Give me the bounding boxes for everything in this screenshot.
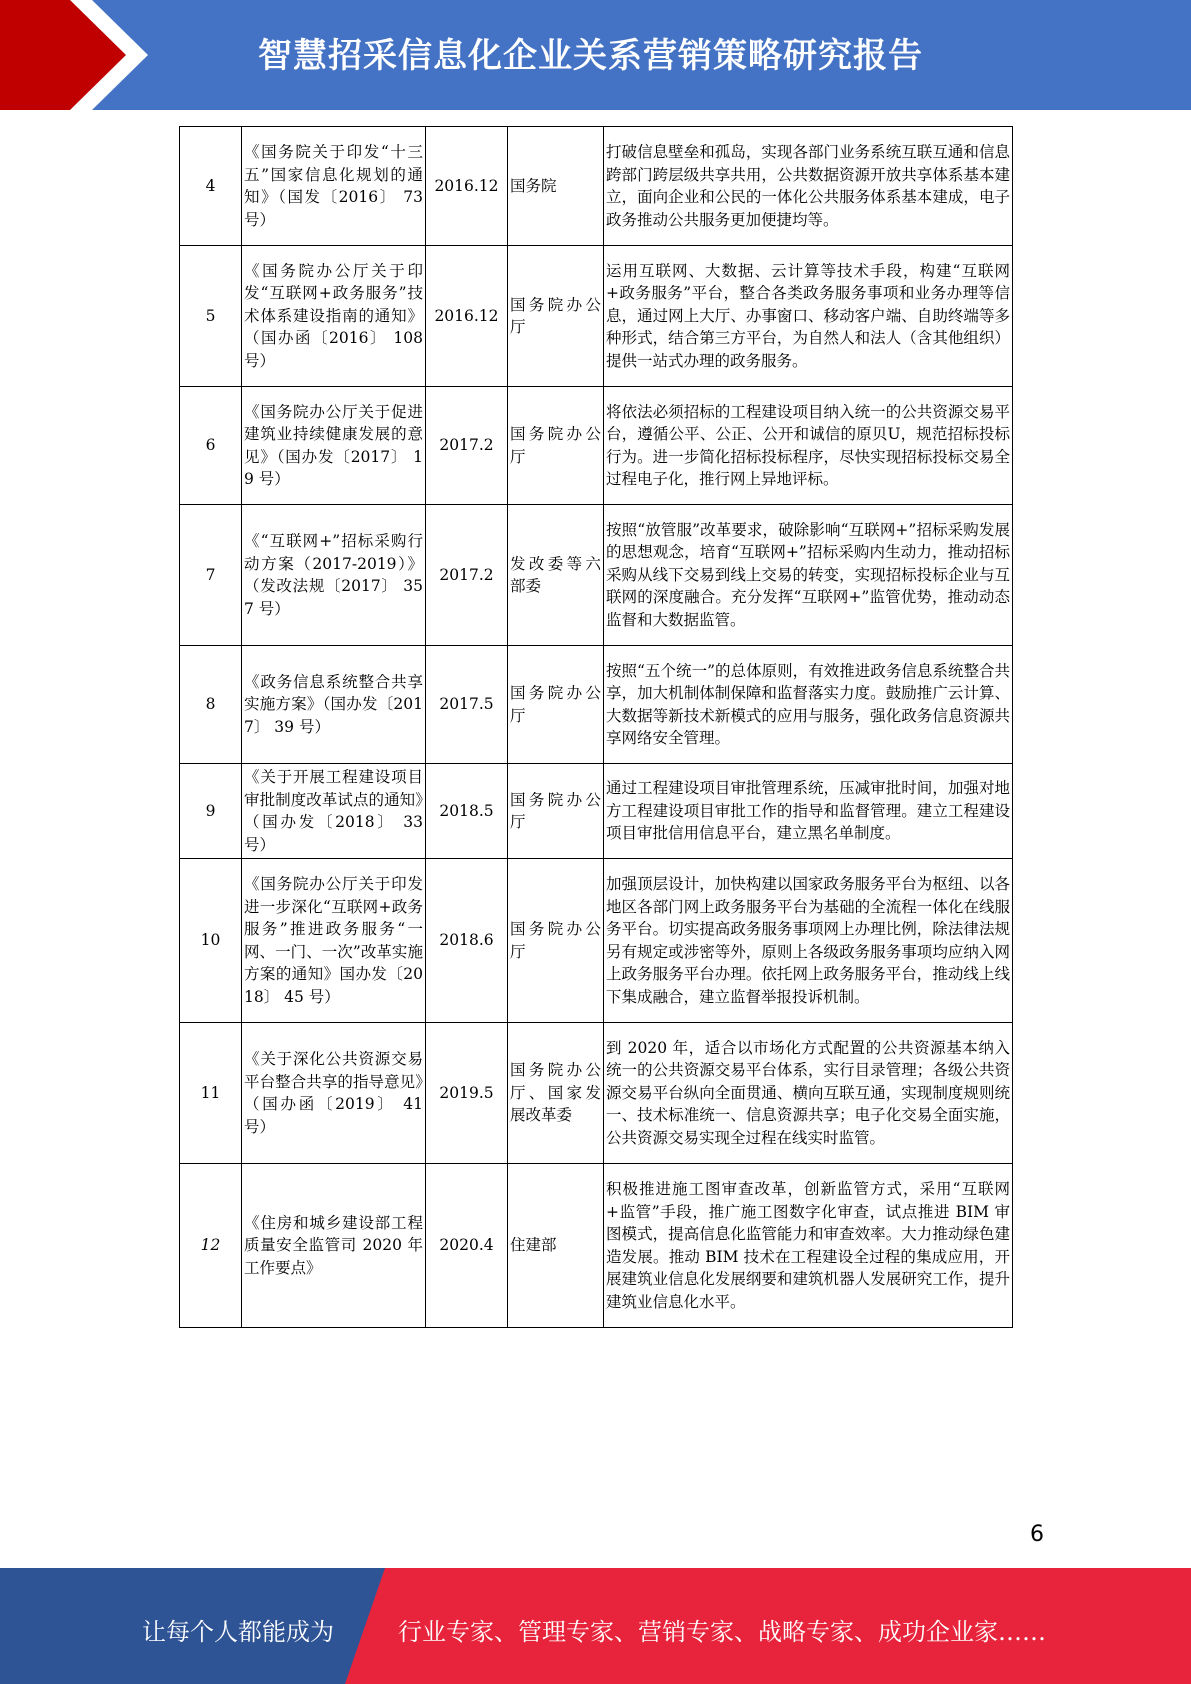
issue-date: 2018.6 <box>426 859 508 1023</box>
policy-summary: 按照“放管服”改革要求，破除影响“互联网+”招标采购发展的思想观念，培育“互联网+”招标采购内生动力，推动招标采购从线下交易到线上交易的转变，实现招标投标企业与互联网的深度融合。充分发挥“互联网+”监管优势，推动动态监督和大数据监管。 <box>604 505 1013 646</box>
policy-summary: 将依法必须招标的工程建设项目纳入统一的公共资源交易平台，遵循公平、公正、公开和诚信的原贝U，规范招标投标行为。进一步简化招标投标程序，尽快实现招标投标交易全过程电子化，推行网上异地评标。 <box>604 387 1013 505</box>
issuing-body: 国务院办公厅、国家发展改革委 <box>508 1023 604 1164</box>
table-row <box>180 387 1013 505</box>
issue-date: 2018.5 <box>426 764 508 859</box>
policy-summary: 到 2020 年，适合以市场化方式配置的公共资源基本纳入统一的公共资源交易平台体系，实行目录管理；各级公共资源交易平台纵向全面贯通、横向互联互通，实现制度规则统一、技术标准统一、信息资源共享；电子化交易全面实施，公共资源交易实现全过程在线实时监管。 <box>604 1023 1013 1164</box>
policy-summary: 积极推进施工图审查改革，创新监管方式，采用“互联网+监管”手段，推广施工图数字化审查，试点推进 BIM 审图模式，提高信息化监管能力和审查效率。大力推动绿色建造发展。推动 BIM 技术在工程建设全过程的集成应用，开展建筑业信息化发展纲要和建筑机器人发展研究工作，提升建筑业信息化水平。 <box>604 1164 1013 1328</box>
page-number: 6 <box>1030 1522 1044 1547</box>
table-row <box>180 764 1013 859</box>
policy-summary: 加强顶层设计，加快构建以国家政务服务平台为枢纽、以各地区各部门网上政务服务平台为基础的全流程一体化在线服务平台。切实提高政务服务事项网上办理比例，除法律法规另有规定或涉密等外，原则上各级政务服务事项均应纳入网上政务服务平台办理。依托网上政务服务平台，推动线上线下集成融合，建立监督举报投诉机制。 <box>604 859 1013 1023</box>
document-title: 《国务院办公厅关于印发“互联网+政务服务”技术体系建设指南的通知》（国办函〔2016〕 108 号） <box>242 246 426 387</box>
row-index: 7 <box>180 505 242 646</box>
issuing-body: 住建部 <box>508 1164 604 1328</box>
policy-summary: 运用互联网、大数据、云计算等技术手段，构建“互联网+政务服务”平台，整合各类政务服务事项和业务办理等信息，通过网上大厅、办事窗口、移动客户端、自助终端等多种形式，结合第三方平台，为自然人和法人（含其他组织）提供一站式办理的政务服务。 <box>604 246 1013 387</box>
policy-summary: 通过工程建设项目审批管理系统，压减审批时间，加强对地方工程建设项目审批工作的指导和监督管理。建立工程建设项目审批信用信息平台，建立黑名单制度。 <box>604 764 1013 859</box>
row-index: 10 <box>180 859 242 1023</box>
footer-slogan-left: 让每个人都能成为 <box>142 1618 334 1646</box>
issue-date: 2019.5 <box>426 1023 508 1164</box>
issuing-body: 发改委等六部委 <box>508 505 604 646</box>
header-title: 智慧招采信息化企业关系营销策略研究报告 <box>258 36 923 76</box>
table-row <box>180 1023 1013 1164</box>
row-index: 6 <box>180 387 242 505</box>
table-row <box>180 127 1013 246</box>
document-title: 《关于深化公共资源交易平台整合共享的指导意见》（国办函〔2019〕 41 号） <box>242 1023 426 1164</box>
issuing-body: 国务院 <box>508 127 604 246</box>
document-title: 《“互联网+”招标采购行动方案（2017-2019）》（发改法规〔2017〕 357 号） <box>242 505 426 646</box>
issue-date: 2017.5 <box>426 646 508 764</box>
table-row <box>180 505 1013 646</box>
row-index: 4 <box>180 127 242 246</box>
row-index: 8 <box>180 646 242 764</box>
row-index: 11 <box>180 1023 242 1164</box>
policy-summary: 按照“五个统一”的总体原则，有效推进政务信息系统整合共享，加大机制体制保障和监督落实力度。鼓励推广云计算、大数据等新技术新模式的应用与服务，强化政务信息资源共享网络安全管理。 <box>604 646 1013 764</box>
issuing-body: 国务院办公厅 <box>508 387 604 505</box>
row-index: 12 <box>180 1164 242 1328</box>
page-header <box>0 0 1191 110</box>
document-title: 《国务院办公厅关于印发进一步深化“互联网+政务服务”推进政务服务“一网、一门、一次”改革实施方案的通知》国办发〔2018〕 45 号） <box>242 859 426 1023</box>
issue-date: 2016.12 <box>426 246 508 387</box>
table-row <box>180 859 1013 1023</box>
issuing-body: 国务院办公厅 <box>508 246 604 387</box>
policy-table <box>179 126 1013 1328</box>
document-title: 《国务院关于印发“十三五”国家信息化规划的通知》（国发〔2016〕 73 号） <box>242 127 426 246</box>
document-title: 《政务信息系统整合共享实施方案》（国办发〔2017〕 39 号） <box>242 646 426 764</box>
table-row <box>180 246 1013 387</box>
document-title: 《国务院办公厅关于促进建筑业持续健康发展的意见》（国办发〔2017〕 19 号） <box>242 387 426 505</box>
issue-date: 2017.2 <box>426 387 508 505</box>
issuing-body: 国务院办公厅 <box>508 859 604 1023</box>
row-index: 5 <box>180 246 242 387</box>
policy-summary: 打破信息壁垒和孤岛，实现各部门业务系统互联互通和信息跨部门跨层级共享共用，公共数据资源开放共享体系基本建立，面向企业和公民的一体化公共服务体系基本建成，电子政务推动公共服务更加便捷均等。 <box>604 127 1013 246</box>
document-title: 《关于开展工程建设项目审批制度改革试点的通知》（国办发〔2018〕 33 号） <box>242 764 426 859</box>
document-title: 《住房和城乡建设部工程质量安全监管司 2020 年工作要点》 <box>242 1164 426 1328</box>
issue-date: 2016.12 <box>426 127 508 246</box>
issue-date: 2017.2 <box>426 505 508 646</box>
issue-date: 2020.4 <box>426 1164 508 1328</box>
page-footer <box>0 1568 1191 1684</box>
footer-slogan-right: 行业专家、管理专家、营销专家、战略专家、成功企业家…… <box>398 1618 1046 1646</box>
issuing-body: 国务院办公厅 <box>508 764 604 859</box>
row-index: 9 <box>180 764 242 859</box>
table-row <box>180 646 1013 764</box>
issuing-body: 国务院办公厅 <box>508 646 604 764</box>
table-row <box>180 1164 1013 1328</box>
header-chevron-icon <box>0 0 160 110</box>
